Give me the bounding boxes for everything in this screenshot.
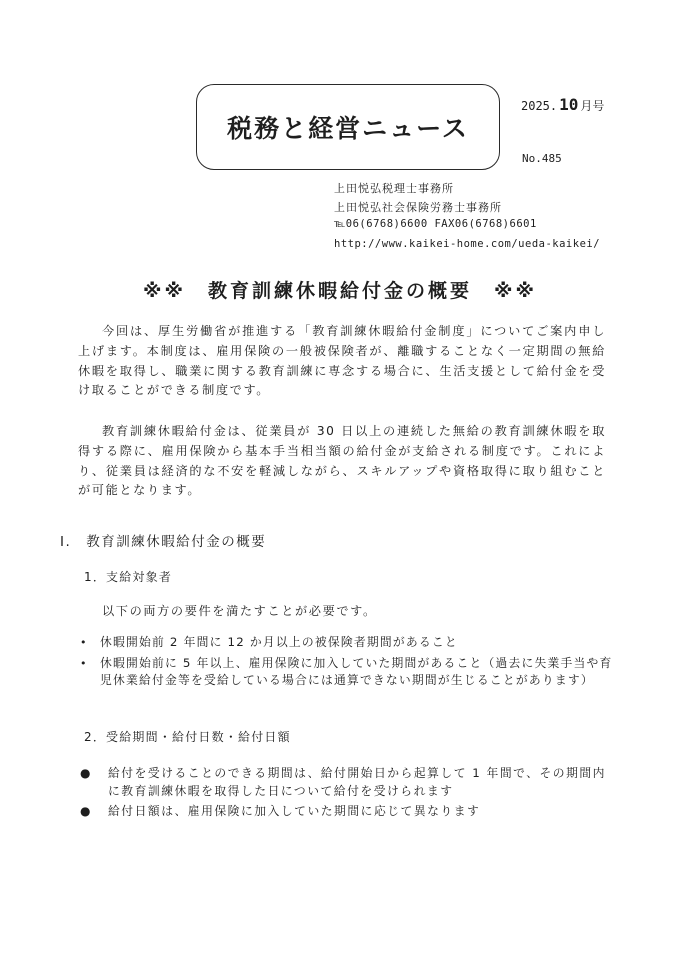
bullet-icon: ● (80, 766, 92, 780)
newsletter-title: 税務と経営ニュース (227, 114, 469, 143)
issue-date (521, 95, 604, 114)
issue-month-number: 10 (559, 95, 579, 114)
list-item (80, 634, 620, 651)
office-name-labor: 上田悦弘社会保険労務士事務所 (334, 201, 502, 214)
issue-number: No.485 (522, 152, 562, 165)
list-item-text: 給付を受けることのできる期間は、給付開始日から起算して 1 年間で、その期間内に教育訓練休暇を取得した日について給付を受けられます (108, 766, 606, 798)
office-name-tax: 上田悦弘税理士事務所 (334, 182, 454, 195)
list-item-text: 休暇開始前に 5 年以上、雇用保険に加入していた期間があること（過去に失業手当や育児休業給付金等を受給している場合には通算できない期間が生じることがあります） (100, 656, 613, 687)
bullet-icon: • (80, 657, 88, 670)
list-item-text: 休暇開始前 2 年間に 12 か月以上の被保険者期間があること (100, 635, 458, 649)
subsection-1-lead: 以下の両方の要件を満たすことが必要です。 (102, 604, 377, 618)
issue-month-unit: 月号 (580, 99, 605, 113)
list-item (80, 802, 610, 820)
main-heading: ※※ 教育訓練休暇給付金の概要 ※※ (143, 280, 537, 302)
office-phone-fax: ℡06(6768)6600 FAX06(6768)6601 (334, 218, 537, 230)
bullet-icon: • (80, 636, 88, 649)
list-item (80, 655, 620, 689)
subsection-2-title: 2．受給期間・給付日数・給付日額 (84, 730, 291, 744)
newsletter-title-box (196, 84, 500, 170)
subsection-1-title: 1．支給対象者 (84, 570, 173, 584)
bullet-icon: ● (80, 804, 92, 818)
intro-paragraph-1: 今回は、厚生労働省が推進する「教育訓練休暇給付金制度」についてご案内申し上げます。本制度は、雇用保険の一般被保険者が、離職することなく一定期間の無給休暇を取得し、職業に関する教育訓練に専念する場合に、生活支援として給付金を受け取ることができる制度です。 (78, 324, 606, 398)
list-item-text: 給付日額は、雇用保険に加入していた期間に応じて異なります (108, 804, 481, 818)
issue-year: 2025. (521, 99, 558, 113)
intro-paragraph-2: 教育訓練休暇給付金は、従業員が 30 日以上の連続した無給の教育訓練休暇を取得する際に、雇用保険から基本手当相当額の給付金が支給される制度です。これにより、従業員は経済的な不安を軽減しながら、スキルアップや資格取得に取り組むことが可能となります。 (78, 424, 606, 498)
office-url[interactable]: http://www.kaikei-home.com/ueda-kaikei/ (334, 238, 601, 250)
list-item (80, 764, 610, 800)
section-1-title: I. 教育訓練休暇給付金の概要 (60, 534, 267, 550)
